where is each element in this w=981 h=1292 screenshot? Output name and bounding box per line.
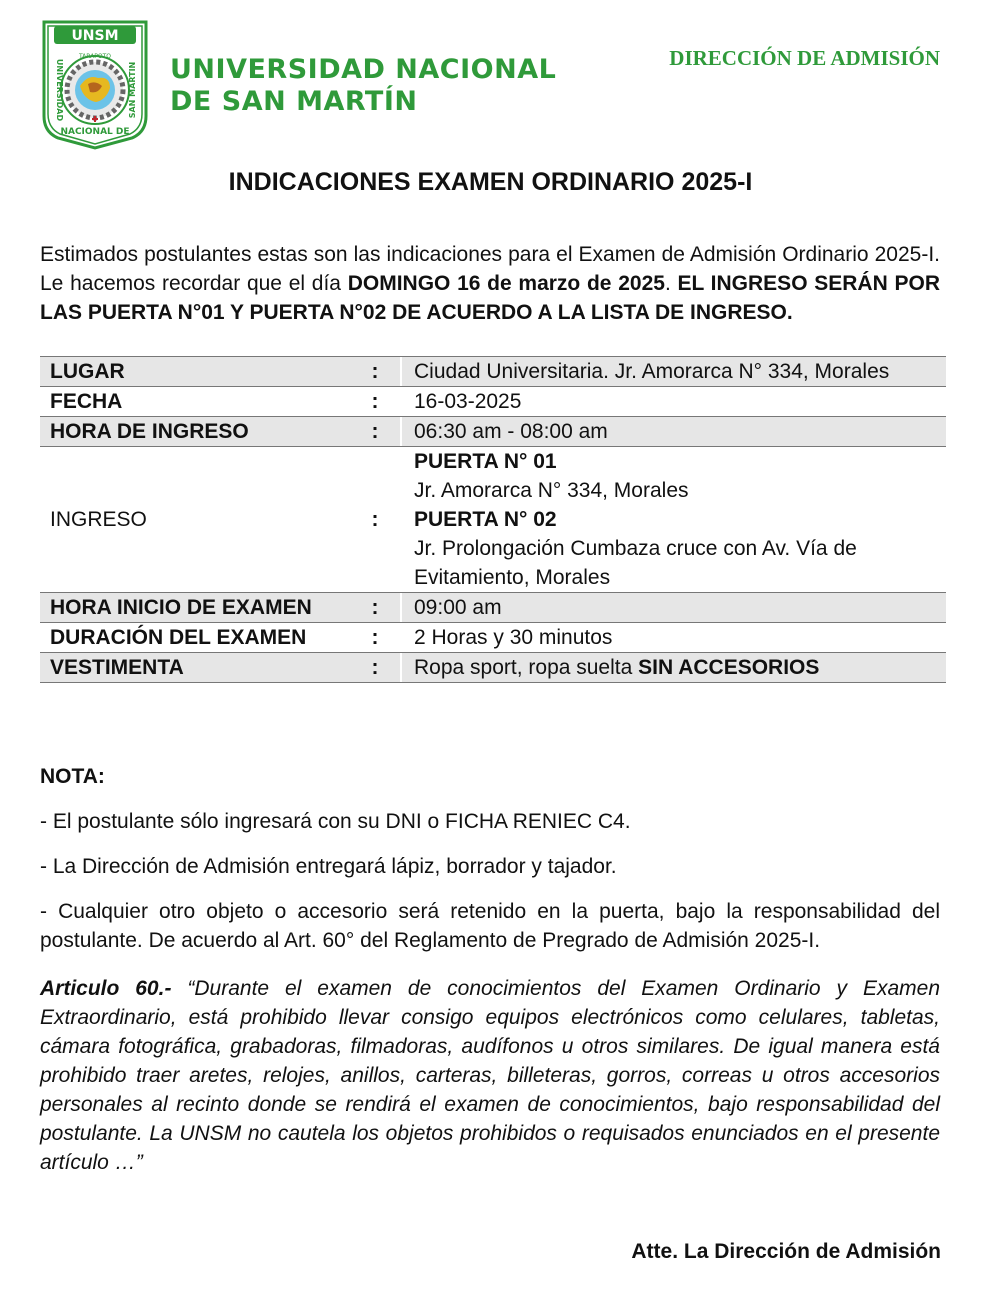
nota-item-3: - Cualquier otro objeto o accesorio será retenido en la puerta, bajo la responsabilidad del postulante. De acuerdo al Art. 60° del Reglamento de Pregrado de Admisión 2025-I.	[40, 900, 940, 952]
department-name: DIRECCIÓN DE ADMISIÓN	[669, 46, 940, 70]
lugar-label: LUGAR	[40, 357, 350, 387]
intro-text-2: .	[664, 272, 678, 295]
gate-1-address: Jr. Amorarca N° 334, Morales	[414, 479, 689, 502]
duracion-value: 2 Horas y 30 minutos	[402, 623, 946, 653]
ingreso-label: INGRESO	[40, 447, 350, 593]
vestimenta-value-plain: Ropa sport, ropa suelta	[414, 656, 639, 679]
hora-inicio-colon: :	[350, 593, 400, 623]
table-row-hora-inicio	[40, 593, 946, 623]
logo-right-text: SAN MARTIN	[128, 61, 137, 119]
logo-bottom-text: NACIONAL DE	[60, 127, 130, 137]
exam-info-table	[40, 356, 946, 683]
signature: Atte. La Dirección de Admisión	[631, 1240, 941, 1263]
table-row-hora-ingreso	[40, 417, 946, 447]
nota-heading: NOTA:	[40, 765, 105, 788]
intro-paragraph	[40, 240, 940, 327]
duracion-label: DURACIÓN DEL EXAMEN	[40, 623, 350, 653]
gate-2-address: Jr. Prolongación Cumbaza cruce con Av. Vía de Evitamiento, Morales	[414, 537, 857, 589]
articulo-label: Articulo 60.-	[40, 977, 172, 1000]
table-row-duracion	[40, 623, 946, 653]
university-logo	[40, 20, 150, 150]
page-header	[40, 20, 940, 152]
table-row-ingreso	[40, 447, 946, 593]
university-name	[170, 54, 556, 118]
table-row-lugar	[40, 357, 946, 387]
articulo-60-quote	[40, 974, 940, 1177]
logo-top-text: UNSM	[71, 28, 119, 44]
hora-ingreso-value: 06:30 am - 08:00 am	[402, 417, 946, 447]
logo-city-text: TARAPOTO	[78, 53, 112, 60]
hora-ingreso-colon: :	[350, 417, 400, 447]
university-name-line2: DE SAN MARTÍN	[170, 86, 418, 117]
ingreso-colon: :	[350, 447, 400, 593]
lugar-value: Ciudad Universitaria. Jr. Amorarca N° 334, Morales	[402, 357, 946, 387]
vestimenta-value	[402, 653, 946, 683]
nota-item-2: - La Dirección de Admisión entregará lápiz, borrador y tajador.	[40, 855, 617, 878]
ingreso-value	[402, 447, 946, 593]
articulo-text: “Durante el examen de conocimientos del Examen Ordinario y Examen Extraordinario, está prohibido llevar consigo equipos electrónicos como celulares, tabletas, cámara fotográfica, grabadoras, filmadoras, audífonos u otros similares. De igual manera está prohibido traer aretes, relojes, anillos, carteras, billeteras, gorros, correas u otros accesorios personales al recinto donde se rendirá el examen de conocimientos, bajo responsabilidad del postulante. La UNSM no cautela los objetos prohibidos o requisados enunciados en el presente artículo …”	[40, 977, 940, 1174]
duracion-colon: :	[350, 623, 400, 653]
intro-text-1: Estimados postulantes estas son las indicaciones para el Examen de Admisión Ordinario 2025-I. Le hacemos recordar que el día	[40, 243, 940, 295]
logo-left-text: UNIVERSIDAD	[55, 58, 64, 122]
university-name-line1: UNIVERSIDAD NACIONAL	[170, 54, 557, 85]
nota-section	[40, 762, 940, 971]
vestimenta-value-bold: SIN ACCESORIOS	[638, 656, 820, 679]
fecha-value: 16-03-2025	[402, 387, 946, 417]
fecha-colon: :	[350, 387, 400, 417]
intro-date: DOMINGO 16 de marzo de 2025	[347, 272, 665, 295]
table-row-fecha	[40, 387, 946, 417]
gate-1-title: PUERTA N° 01	[414, 450, 557, 473]
page-title: INDICACIONES EXAMEN ORDINARIO 2025-I	[228, 168, 753, 196]
nota-item-1: - El postulante sólo ingresará con su DNI o FICHA RENIEC C4.	[40, 810, 631, 833]
gate-2-title: PUERTA N° 02	[414, 508, 557, 531]
lugar-colon: :	[350, 357, 400, 387]
hora-inicio-label: HORA INICIO DE EXAMEN	[40, 593, 350, 623]
vestimenta-label: VESTIMENTA	[40, 653, 350, 683]
fecha-label: FECHA	[40, 387, 350, 417]
vestimenta-colon: :	[350, 653, 400, 683]
table-row-vestimenta	[40, 653, 946, 683]
hora-inicio-value: 09:00 am	[402, 593, 946, 623]
intro-entry-notice: EL INGRESO SERÁN POR LAS PUERTA N°01 Y PUERTA N°02 DE ACUERDO A LA LISTA DE INGRESO.	[40, 272, 940, 324]
hora-ingreso-label: HORA DE INGRESO	[40, 417, 350, 447]
